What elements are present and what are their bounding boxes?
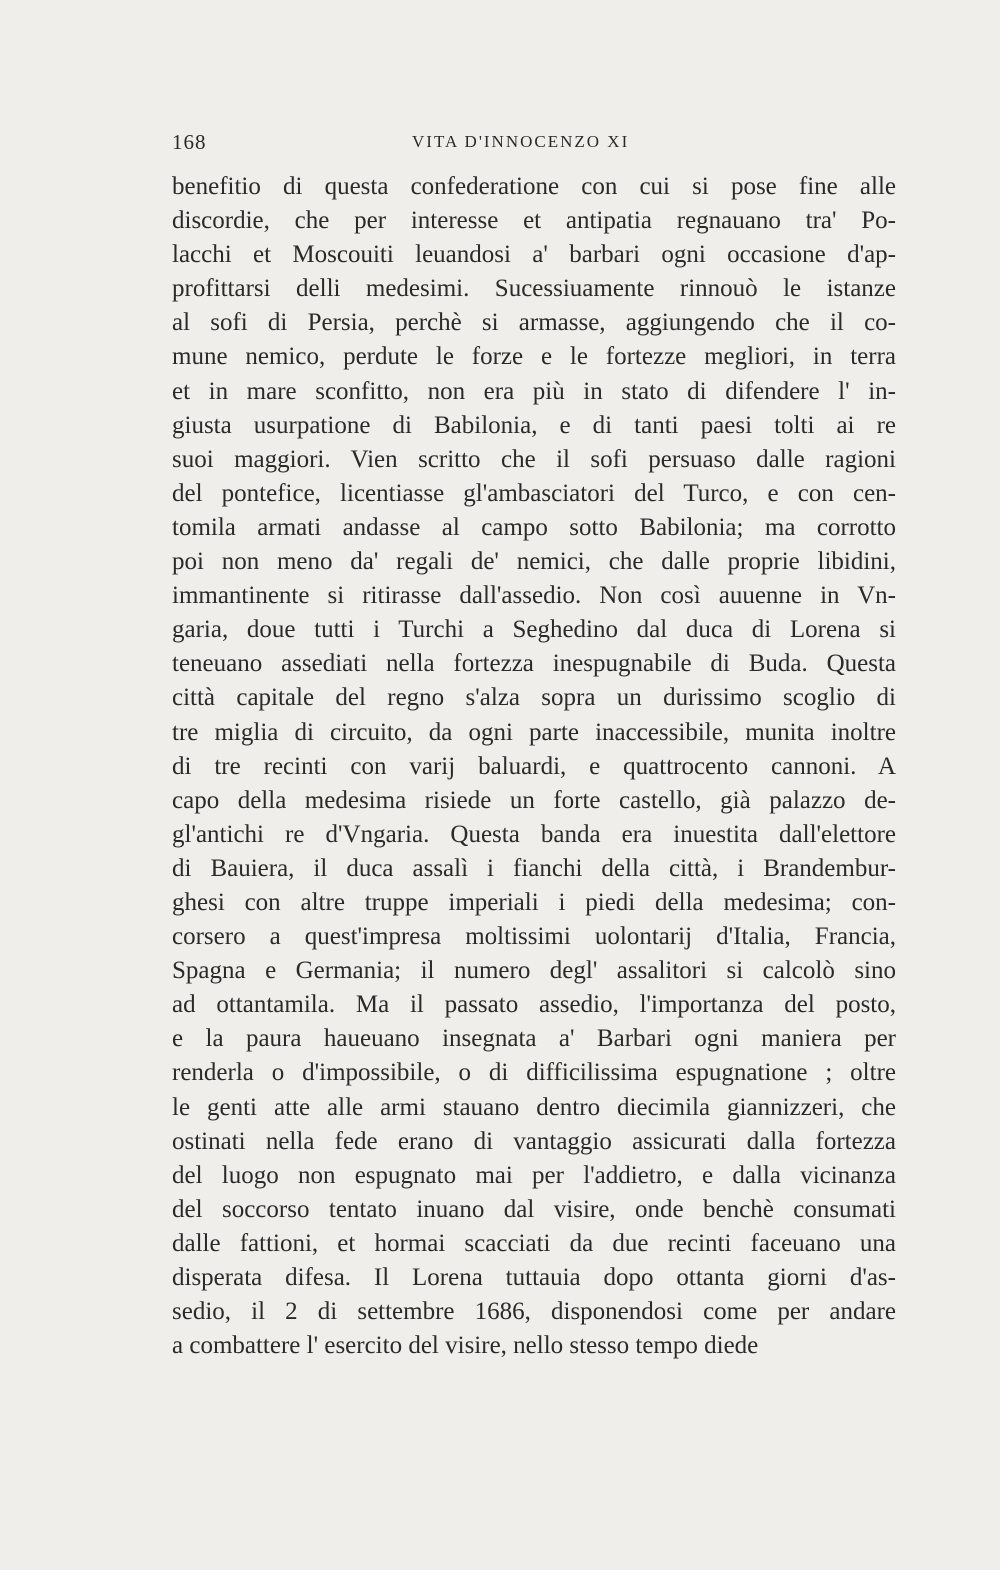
- text-line: dalle fattioni, et hormai scacciati da due recinti faceuano una: [172, 1229, 896, 1257]
- text-line: profittarsi delli medesimi. Sucessiuamente rinnouò le istanze: [172, 275, 896, 303]
- text-line: al sofi di Persia, perchè si armasse, aggiungendo che il co-: [172, 309, 896, 337]
- text-line: suoi maggiori. Vien scritto che il sofi persuaso dalle ragioni: [172, 445, 896, 473]
- text-line: del pontefice, licentiasse gl'ambasciatori del Turco, e con cen-: [172, 479, 896, 507]
- text-line: disperata difesa. Il Lorena tuttauia dopo ottanta giorni d'as-: [172, 1264, 896, 1291]
- text-line: del luogo non espugnato mai per l'addietro, e dalla vicinanza: [172, 1161, 896, 1189]
- text-line: discordie, che per interesse et antipatia regnauano tra' Po-: [172, 207, 896, 235]
- text-line: città capitale del regno s'alza sopra un durissimo scoglio di: [172, 684, 896, 712]
- text-line: et in mare sconfitto, non era più in stato di difendere l' in-: [172, 377, 896, 405]
- text-line: gl'antichi re d'Vngaria. Questa banda era inuestita dall'elettore: [172, 820, 896, 848]
- body-text: [172, 170, 896, 1363]
- text-line: ostinati nella fede erano di vantaggio assicurati dalla fortezza: [172, 1127, 896, 1155]
- text-line: renderla o d'impossibile, o di difficilissima espugnatione ; oltre: [172, 1059, 896, 1087]
- text-line: immantinente si ritirasse dall'assedio. Non così auuenne in Vn-: [172, 582, 896, 610]
- text-line: a combattere l' esercito del visire, nello stesso tempo diede: [172, 1332, 759, 1360]
- text-line: del soccorso tentato inuano dal visire, onde benchè consumati: [172, 1195, 896, 1223]
- text-line: tre miglia di circuito, da ogni parte inaccessibile, munita inoltre: [172, 718, 896, 746]
- text-line: giusta usurpatione di Babilonia, e di tanti paesi tolti ai re: [172, 411, 896, 439]
- text-line: di Bauiera, il duca assalì i fianchi della città, i Brandembur-: [172, 854, 896, 882]
- text-line: mune nemico, perdute le forze e le fortezze megliori, in terra: [172, 343, 896, 371]
- running-title: VITA D'INNOCENZO XI: [412, 132, 630, 151]
- text-line: di tre recinti con varij baluardi, e quattrocento cannoni. A: [172, 752, 896, 780]
- text-line: ad ottantamila. Ma il passato assedio, l'importanza del posto,: [172, 991, 896, 1019]
- text-line: e la paura haueuano insegnata a' Barbari ogni maniera per: [172, 1025, 896, 1053]
- text-line: Spagna e Germania; il numero degl' assalitori si calcolò sino: [172, 957, 896, 985]
- text-line: sedio, il 2 di settembre 1686, disponendosi come per andare: [172, 1298, 896, 1326]
- text-line: lacchi et Moscouiti leuandosi a' barbari ogni occasione d'ap-: [172, 241, 896, 269]
- text-line: ghesi con altre truppe imperiali i piedi della medesima; con-: [172, 888, 896, 916]
- running-head: [172, 130, 896, 160]
- text-line: capo della medesima risiede un forte castello, già palazzo de-: [172, 786, 896, 814]
- text-line: benefitio di questa confederatione con cui si pose fine alle: [172, 173, 896, 200]
- text-line: garia, doue tutti i Turchi a Seghedino dal duca di Lorena si: [172, 616, 896, 644]
- text-line: corsero a quest'impresa moltissimi uolontarij d'Italia, Francia,: [172, 923, 896, 951]
- text-line: teneuano assediati nella fortezza inespugnabile di Buda. Questa: [172, 650, 896, 678]
- text-line: le genti atte alle armi stauano dentro diecimila giannizzeri, che: [172, 1093, 896, 1121]
- page-number: 168: [172, 130, 207, 154]
- text-line: tomila armati andasse al campo sotto Babilonia; ma corrotto: [172, 513, 896, 541]
- text-line: poi non meno da' regali de' nemici, che dalle proprie libidini,: [172, 548, 896, 576]
